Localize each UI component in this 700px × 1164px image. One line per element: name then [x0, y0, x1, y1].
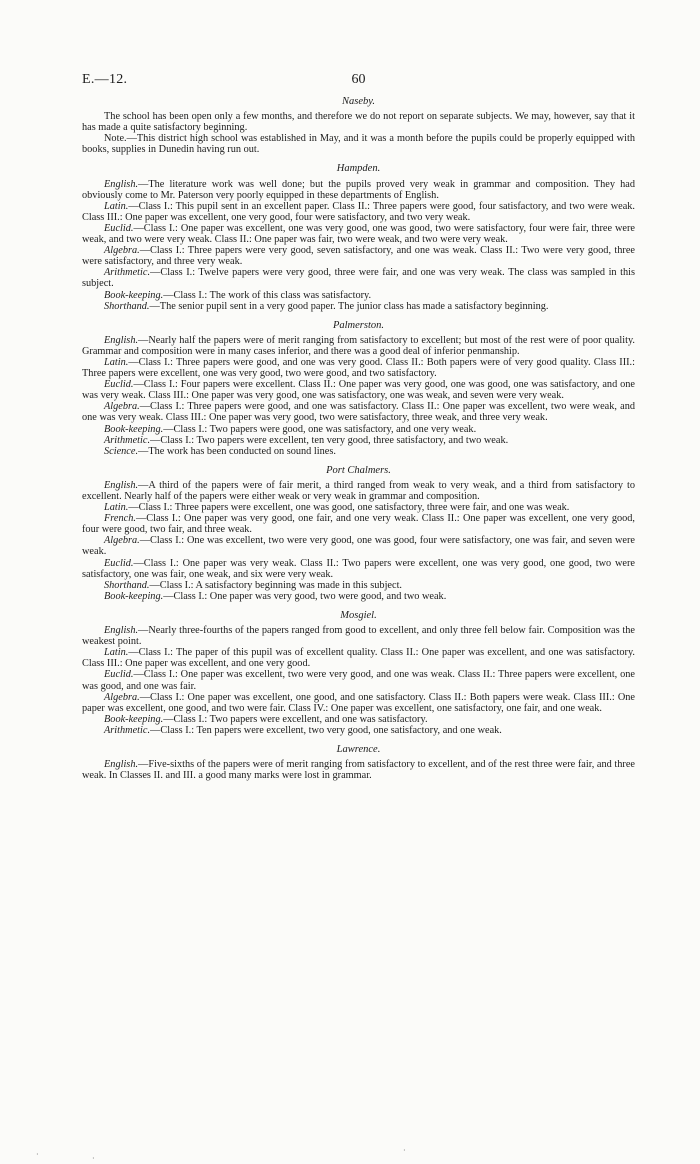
report-paragraph [82, 133, 635, 155]
report-paragraph [82, 558, 635, 580]
report-paragraph [82, 759, 635, 781]
report-paragraph [82, 591, 635, 602]
paragraph-text: —Class I.: Twelve papers were very good, three were fair, and one was very weak. The class was sampled in this subject. [82, 267, 635, 290]
report-paragraph [82, 669, 635, 691]
report-paragraph [82, 435, 635, 446]
school-heading: Naseby. [342, 96, 375, 107]
subject-name: Science. [104, 445, 139, 457]
school-heading: Palmerston. [332, 319, 385, 331]
report-paragraph [82, 535, 635, 557]
subject-name: Book-keeping. [104, 590, 164, 602]
subject-name: Euclid. [104, 379, 134, 391]
subject-name: Euclid. [104, 557, 134, 569]
paragraph-text: —Class I.: One paper was excellent, two were very good, and one was weak. Class II.: Three papers were excellent, one was good, and one was fair. [82, 669, 635, 692]
school-section [82, 163, 635, 311]
paragraph-text: —Class I.: Four papers were excellent. Class II.: One paper was very good, one was good, one was satisfactory, and one was very weak. Class III.: One paper was very good, one was satisfactory, one was weak, and seven were very weak. [82, 379, 635, 402]
school-heading: Lawrence. [336, 743, 381, 755]
paragraph-text: —Class I.: This pupil sent in an excellent paper. Class II.: Three papers were good, four satisfactory, and two were weak. Class III.: One paper was excellent, one very good, four were satisfactory, and two very weak. [82, 200, 635, 223]
report-paragraph [82, 647, 635, 669]
report-paragraph [82, 245, 635, 267]
report-paragraph [82, 513, 635, 535]
report-paragraph [82, 424, 635, 435]
paragraph-text: —Class I.: One paper was excellent, one good, and one satisfactory. Class II.: Both papers were weak. Class III.: One paper was excellent, one good, and two were fair. Class IV.: One paper was excellent, one satisfactory, one fair, and one weak. [82, 691, 635, 714]
report-paragraph [82, 625, 635, 647]
paragraph-text: —The senior pupil sent in a very good paper. The junior class has made a satisfactory beginning. [149, 300, 549, 312]
paragraph-text: —The literature work was well done; but the pupils proved very weak in grammar and composition. They had obviously come to Mr. Paterson very poorly equipped in these departments of English. [82, 178, 635, 201]
subject-name: Latin. [104, 502, 129, 514]
paragraph-text: —Class I.: Three papers were very good, seven satisfactory, and one was weak. Class II.: Two were very good, three were satisfactory, and three very weak. [82, 245, 635, 268]
paragraph-text: —Class I.: Three papers were good, and one was very good. Class II.: Both papers were of very good quality. Class III.: Three papers were excellent, one was very good, two were good, and two satisfactory. [82, 356, 635, 380]
paragraph-text: —Class I.: One was excellent, two were very good, one was good, four were satisfactory, one was fair, and seven were weak. [82, 535, 635, 558]
page-number: 60 [351, 72, 366, 87]
paragraph-text: —Class I.: One paper was excellent, one was very good, one was good, two were satisfactory, four were fair, three were weak, and two were very weak. Class II.: One paper was fair, two were weak, and two were very weak. [82, 222, 635, 246]
paragraph-text: —Class I.: Ten papers were excellent, two very good, one satisfactory, and one weak. [150, 724, 502, 736]
school-heading: Port Chalmers. [326, 464, 391, 476]
subject-name: Arithmetic. [104, 724, 151, 736]
subject-name: Shorthand. [104, 300, 150, 312]
subject-name: Latin. [104, 356, 129, 368]
report-paragraph [82, 714, 635, 725]
subject-name: French. [104, 513, 136, 525]
subject-name: English. [104, 479, 139, 491]
page-header [82, 72, 635, 94]
subject-name: Euclid. [104, 669, 134, 681]
subject-name: Arithmetic. [104, 434, 151, 446]
subject-name: Algebra. [104, 691, 140, 703]
paragraph-text: —Nearly three-fourths of the papers ranged from good to excellent, and only three fell below fair. Composition was the weakest point. [82, 625, 635, 648]
school-section [82, 320, 635, 457]
subject-name: Algebra. [104, 535, 140, 547]
subject-name: English. [104, 334, 139, 346]
report-paragraph [82, 267, 635, 289]
report-paragraph [82, 290, 635, 301]
report-paragraph [82, 446, 635, 457]
report-body [82, 96, 635, 781]
subject-name: English. [104, 625, 139, 637]
school-section [82, 96, 635, 155]
paragraph-text: —Class I.: The paper of this pupil was of excellent quality. Class II.: One paper was excellent, and one was satisfactory. Class III.: One paper was excellent, and one very good. [82, 647, 635, 670]
report-paragraph [82, 580, 635, 591]
school-heading: Mosgiel. [340, 609, 377, 621]
paragraph-text: —Class I.: One paper was very good, two were good, and two weak. [163, 590, 447, 602]
paragraph-text: —Class I.: One paper was very good, one fair, and one very weak. Class II.: One paper was excellent, one very good, four were good, two fair, and three weak. [82, 513, 635, 536]
paragraph-text: Note.—This district high school was established in May, and it was a month before the pupils could be properly equipped with books, supplies in Dunedin having run out. [82, 133, 635, 156]
subject-name: Algebra. [104, 401, 140, 413]
paragraph-text: —The work has been conducted on sound lines. [138, 445, 336, 457]
paragraph-text: —Class I.: The work of this class was satisfactory. [163, 289, 372, 301]
paragraph-text: —Class I.: Three papers were good, and one was satisfactory. Class II.: One paper was excellent, two were weak, and one was very weak. Class III.: One paper was very good, two were satisfactory, three weak, and three very weak. [82, 401, 635, 424]
paragraph-text: —A third of the papers were of fair merit, a third ranged from weak to very weak, and a third from satisfactory to excellent. Nearly half of the papers were either weak or very weak in grammar and composition. [82, 479, 635, 502]
paragraph-text: The school has been open only a few months, and therefore we do not report on separate subjects. We may, however, say that it has made a quite satisfactory beginning. [82, 111, 635, 134]
report-paragraph [82, 401, 635, 423]
subject-name: Latin. [104, 647, 129, 659]
paragraph-text: —Class I.: A satisfactory beginning was made in this subject. [149, 579, 403, 591]
subject-name: Algebra. [104, 245, 140, 257]
report-paragraph [82, 725, 635, 736]
school-section [82, 610, 635, 736]
report-paragraph [82, 357, 635, 379]
paragraph-text: —Class I.: One paper was very weak. Class II.: Two papers were excellent, one was very good, one good, two were satisfactory, one was fair, one weak, and six were very weak. [82, 557, 635, 580]
report-paragraph [82, 201, 635, 223]
document-reference: E.—12. [82, 72, 128, 87]
subject-name: Book-keeping. [104, 423, 164, 435]
document-page [82, 72, 635, 781]
subject-name: Latin. [104, 200, 129, 212]
report-paragraph [82, 179, 635, 201]
school-section [82, 465, 635, 602]
subject-name: English. [104, 759, 139, 771]
subject-name: Book-keeping. [104, 289, 164, 301]
paragraph-text: —Class I.: Two papers were good, one was satisfactory, and one very weak. [163, 423, 477, 435]
school-heading: Hampden. [336, 163, 381, 175]
report-paragraph [82, 379, 635, 401]
scan-speck: · [92, 1154, 95, 1163]
subject-name: Arithmetic. [104, 267, 151, 279]
paragraph-text: —Class I.: Two papers were excellent, ten very good, three satisfactory, and two weak. [150, 434, 509, 446]
report-paragraph [82, 692, 635, 714]
report-paragraph [82, 502, 635, 513]
subject-name: Shorthand. [104, 579, 150, 591]
report-paragraph [82, 301, 635, 312]
scan-speck: · [36, 1150, 39, 1159]
subject-name: English. [104, 178, 139, 190]
report-paragraph [82, 480, 635, 502]
subject-name: Euclid. [104, 222, 134, 234]
paragraph-text: —Class I.: Three papers were excellent, one was good, one satisfactory, three were fair, and one was weak. [128, 502, 570, 514]
paragraph-text: —Class I.: Two papers were excellent, and one was satisfactory. [163, 713, 428, 725]
report-paragraph [82, 111, 635, 133]
report-paragraph [82, 223, 635, 245]
school-section [82, 744, 635, 781]
scan-speck: · [403, 1146, 406, 1155]
paragraph-text: —Nearly half the papers were of merit ranging from satisfactory to excellent; but most of the rest were of poor quality. Grammar and composition were in many cases inferior, and there was a good deal of inferior penmanship. [82, 334, 635, 357]
report-paragraph [82, 335, 635, 357]
paragraph-text: —Five-sixths of the papers were of merit ranging from satisfactory to excellent, and of the rest three were fair, and three weak. In Classes II. and III. a good many marks were lost in grammar. [82, 759, 635, 782]
subject-name: Book-keeping. [104, 713, 164, 725]
